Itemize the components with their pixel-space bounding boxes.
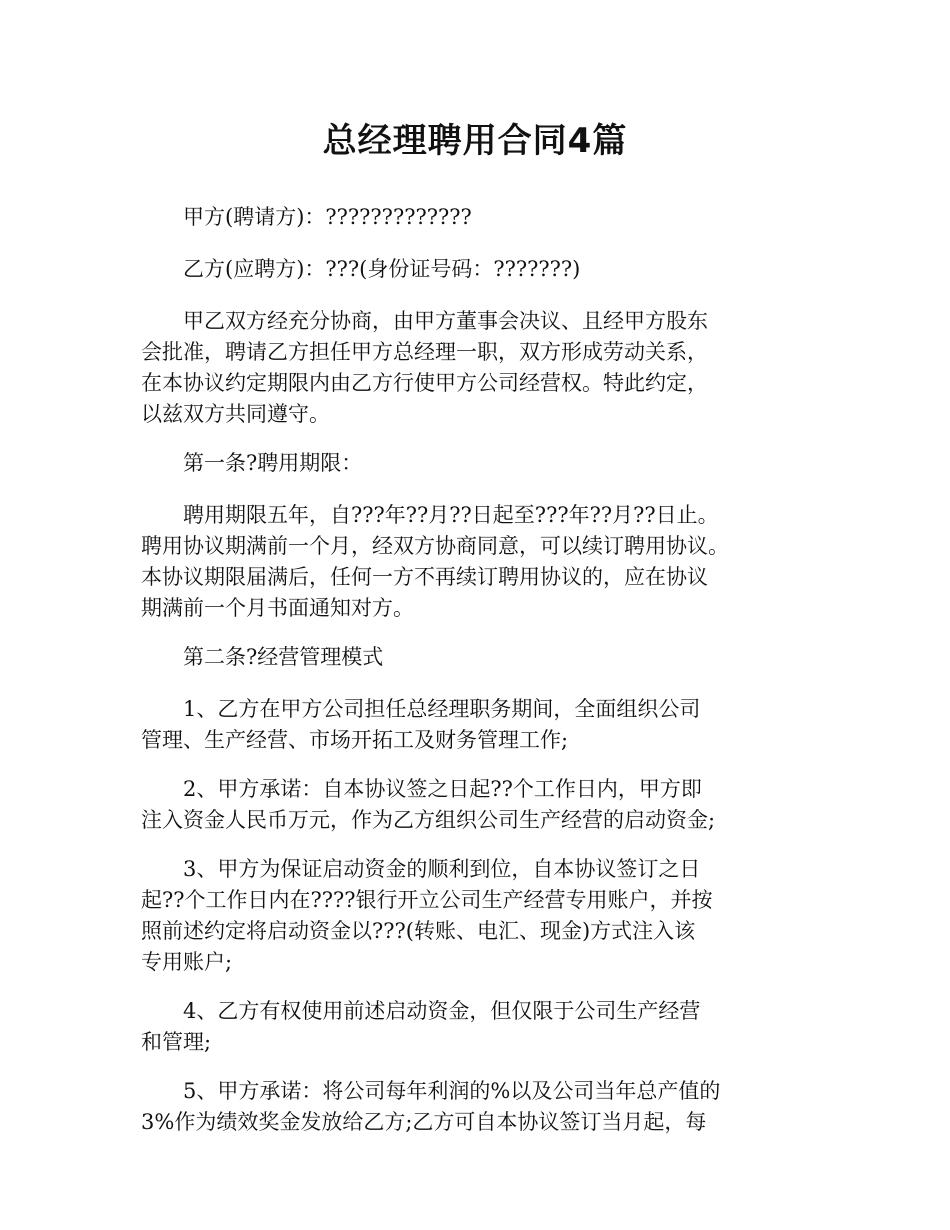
text-line: 5、甲方承诺：将公司每年利润的%以及公司当年总产值的 (183, 1079, 721, 1103)
text-line: 2、甲方承诺：自本协议签之日起??个工作日内，甲方即 (183, 777, 702, 801)
text-line: 专用账户; (141, 950, 233, 974)
text-line: 3%作为绩效奖金发放给乙方;乙方可自本协议签订当月起，每 (141, 1110, 707, 1134)
text-line: 起??个工作日内在????银行开立公司生产经营专用账户，并按 (141, 888, 713, 912)
text-line: 在本协议约定期限内由乙方行使甲方公司经营权。特此约定， (141, 371, 708, 395)
text-line: 聘用期限五年，自???年??月??日起至???年??月??日止。 (183, 503, 719, 527)
text-line: 4、乙方有权使用前述启动资金，但仅限于公司生产经营 (183, 999, 701, 1023)
text-line: 本协议期限届满后，任何一方不再续订聘用协议的，应在协议 (141, 565, 708, 589)
text-line: 注入资金人民币万元，作为乙方组织公司生产经营的启动资金; (141, 808, 716, 832)
text-line: 甲方(聘请方)：????????????? (183, 205, 472, 229)
text-line: 照前述约定将启动资金以???(转账、电汇、现金)方式注入该 (141, 919, 696, 943)
document-body (141, 202, 831, 1156)
employment-term-paragraph (141, 500, 831, 624)
text-line: 1、乙方在甲方公司担任总经理职务期间，全面组织公司 (183, 697, 701, 721)
clause-1-paragraph (141, 694, 831, 756)
text-line: 以兹双方共同遵守。 (141, 402, 330, 426)
party-b-paragraph (141, 254, 831, 285)
text-line: 第一条?聘用期限： (183, 451, 363, 475)
text-line: 3、甲方为保证启动资金的顺利到位，自本协议签订之日 (183, 857, 701, 881)
clause-2-paragraph (141, 774, 831, 836)
party-a-paragraph (141, 202, 831, 233)
text-line: 第二条?经营管理模式 (183, 645, 384, 669)
document-title: 总经理聘用合同4篇 (322, 121, 628, 161)
article-two-heading (141, 642, 831, 673)
text-line: 聘用协议期满前一个月，经双方协商同意，可以续订聘用协议。 (141, 534, 729, 558)
text-line: 管理、生产经营、市场开拓工及财务管理工作; (141, 728, 569, 752)
text-line: 乙方(应聘方)：???(身份证号码：???????) (183, 257, 581, 281)
text-line: 甲乙双方经充分协商，由甲方董事会决议、且经甲方股东 (183, 309, 708, 333)
text-line: 期满前一个月书面通知对方。 (141, 596, 414, 620)
text-line: 会批准，聘请乙方担任甲方总经理一职，双方形成劳动关系， (141, 340, 708, 364)
clause-4-paragraph (141, 996, 831, 1058)
clause-3-paragraph (141, 854, 831, 978)
agreement-intro-paragraph (141, 306, 831, 430)
text-line: 和管理; (141, 1030, 212, 1054)
clause-5-paragraph (141, 1076, 831, 1138)
article-one-heading (141, 448, 831, 479)
